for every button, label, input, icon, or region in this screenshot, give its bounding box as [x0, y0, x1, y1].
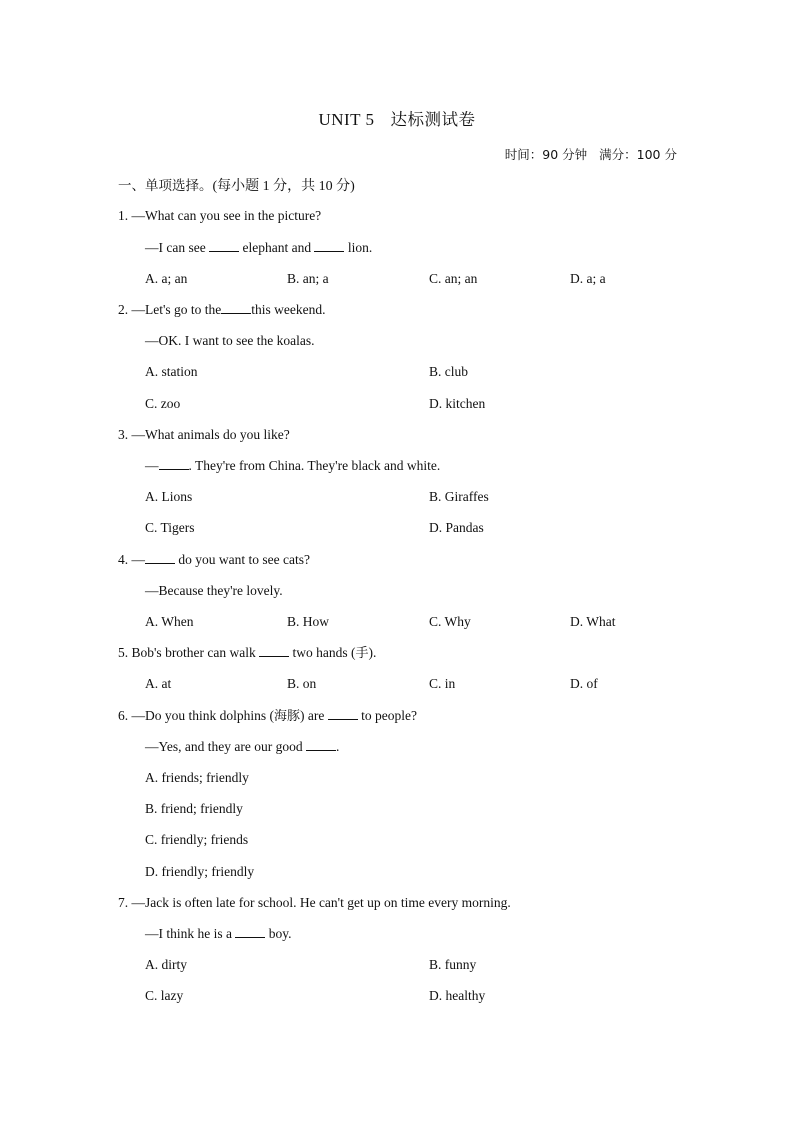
answer-text: . — [335, 739, 340, 754]
section-heading — [118, 174, 355, 195]
answer-blank — [221, 301, 251, 314]
answer-text: lion. — [344, 240, 373, 255]
question-7-text: 7. —Jack is often late for school. He can't get up on time every morning. — [118, 895, 511, 910]
test-meta — [505, 145, 677, 163]
option-d: D. a; a — [570, 271, 606, 286]
option-a: A. a; an — [145, 271, 188, 286]
question-text: 4. — — [118, 552, 145, 567]
option-c: C. lazy — [145, 988, 184, 1003]
question-5-text — [118, 644, 376, 663]
option-d: D. of — [570, 676, 598, 691]
answer-text: . They're from China. They're black and white. — [188, 458, 441, 473]
option-d: D. What — [570, 614, 616, 629]
question-text: do you want to see cats? — [175, 552, 310, 567]
answer-blank — [145, 551, 175, 564]
option-a: A. at — [145, 676, 172, 691]
question-text: this weekend. — [251, 302, 326, 317]
option-b: B. club — [429, 364, 468, 379]
option-d: D. Pandas — [429, 520, 484, 535]
question-7-answer — [145, 925, 292, 943]
section-title: 一、单项选择。 — [118, 178, 213, 194]
option-b: B. friend; friendly — [145, 801, 243, 816]
option-c: C. in — [429, 676, 456, 691]
question-1-answer — [145, 239, 372, 257]
answer-text: —I can see — [145, 240, 210, 255]
option-a: A. station — [145, 364, 198, 379]
question-text: 2. —Let's go to the — [118, 302, 222, 317]
option-a: A. When — [145, 614, 194, 629]
answer-text: elephant and — [239, 240, 315, 255]
answer-text: —Yes, and they are our good — [145, 739, 306, 754]
answer-blank — [328, 707, 358, 720]
option-c: C. an; an — [429, 271, 478, 286]
answer-text: —I think he is a — [145, 926, 236, 941]
option-d: D. healthy — [429, 988, 486, 1003]
option-b: B. on — [287, 676, 317, 691]
test-title: 达标测试卷 — [390, 110, 476, 129]
option-d: D. friendly; friendly — [145, 864, 255, 879]
question-text: 5. Bob's brother can walk — [118, 645, 260, 660]
answer-blank — [159, 457, 189, 470]
option-b: B. an; a — [287, 271, 329, 286]
answer-blank — [235, 925, 265, 938]
question-6-text — [118, 707, 417, 726]
full-score: 满分：100 分 — [599, 147, 677, 162]
page-title — [0, 106, 794, 130]
answer-blank — [306, 738, 336, 751]
option-d: D. kitchen — [429, 396, 486, 411]
question-3-text: 3. —What animals do you like? — [118, 427, 290, 442]
question-4-text — [118, 551, 310, 569]
question-text: two hands ( — [289, 645, 356, 660]
answer-blank — [314, 239, 344, 252]
option-c: C. friendly; friends — [145, 832, 249, 847]
answer-blank — [259, 644, 289, 657]
question-text: ) are — [300, 708, 328, 723]
answer-text: boy. — [265, 926, 292, 941]
time-limit: 时间：90 分钟 — [504, 147, 588, 162]
option-a: A. friends; friendly — [145, 770, 249, 785]
question-6-answer — [145, 738, 339, 756]
option-c: C. Tigers — [145, 520, 195, 535]
answer-blank — [209, 239, 239, 252]
question-text: ). — [368, 645, 377, 660]
question-1-text: 1. —What can you see in the picture? — [118, 208, 322, 223]
option-c: C. Why — [429, 614, 471, 629]
question-2-answer: —OK. I want to see the koalas. — [145, 333, 315, 348]
chinese-gloss: 手 — [355, 646, 369, 661]
option-b: B. Giraffes — [429, 489, 489, 504]
option-b: B. funny — [429, 957, 477, 972]
question-text: 6. —Do you think dolphins ( — [118, 708, 275, 723]
answer-text: — — [145, 458, 159, 473]
option-c: C. zoo — [145, 396, 181, 411]
chinese-gloss: 海豚 — [274, 709, 301, 724]
option-a: A. Lions — [145, 489, 193, 504]
question-4-answer: —Because they're lovely. — [145, 583, 283, 598]
unit-label: UNIT 5 — [318, 110, 375, 129]
question-2-text — [118, 301, 326, 319]
option-b: B. How — [287, 614, 330, 629]
option-a: A. dirty — [145, 957, 187, 972]
section-note: (每小题 1 分，共 10 分) — [212, 179, 355, 194]
question-3-answer — [145, 457, 440, 475]
question-text: to people? — [357, 708, 417, 723]
